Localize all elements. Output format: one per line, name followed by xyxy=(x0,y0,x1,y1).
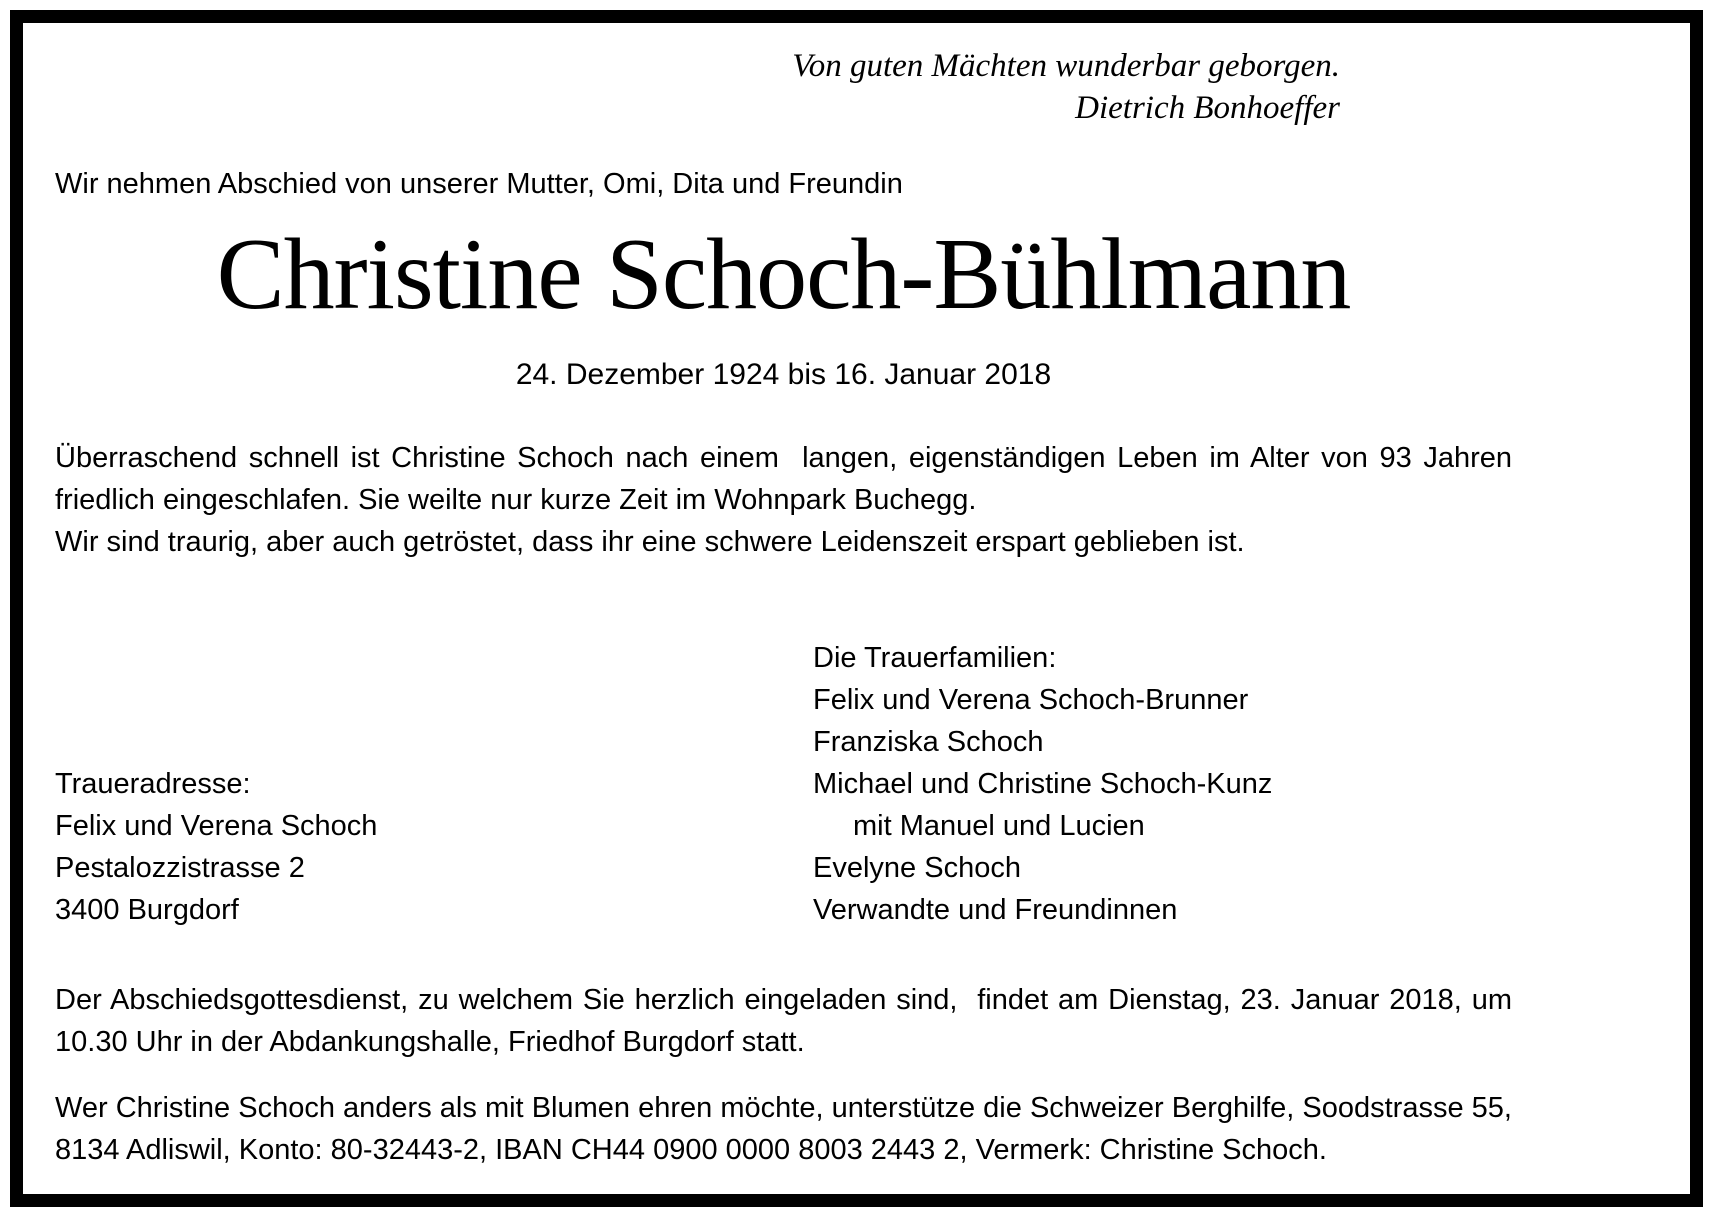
family-member: Felix und Verena Schoch-Brunner xyxy=(813,684,1249,716)
mourning-address-line: 3400 Burgdorf xyxy=(55,894,239,926)
mourning-families-label: Die Trauerfamilien: xyxy=(813,642,1057,674)
epigraph-text: Von guten Mächten wunderbar geborgen. xyxy=(792,48,1340,84)
mourning-address-label: Traueradresse: xyxy=(55,768,251,800)
announcement-intro: Wir nehmen Abschied von unserer Mutter, Omi, Dita und Freundin xyxy=(55,168,903,200)
border-frame xyxy=(10,10,1703,1207)
obituary-text xyxy=(55,437,1521,563)
family-member: Franziska Schoch xyxy=(813,726,1044,758)
service-paragraph: Der Abschiedsgottesdienst, zu welchem Sie herzlich eingeladen sind, findet am Dienstag, 23. Januar 2018, um 10.30 Uhr in der Abdankungshalle, Friedhof Burgdorf statt. xyxy=(55,984,1521,1058)
family-member: Evelyne Schoch xyxy=(813,852,1021,884)
donation-paragraph: Wer Christine Schoch anders als mit Blumen ehren möchte, unterstütze die Schweizer Berghilfe, Soodstrasse 55, 8134 Adliswil, Konto: 80-32443-2, IBAN CH44 0900 0000 8003 2443 2, Vermerk: Christine Schoch. xyxy=(55,1092,1521,1166)
mourning-address xyxy=(55,637,813,931)
mourning-address-line: Pestalozzistrasse 2 xyxy=(55,852,305,884)
obituary-paragraph: Überraschend schnell ist Christine Schoch nach einem langen, eigenständigen Leben im Alter von 93 Jahren friedlich eingeschlafen. Sie weilte nur kurze Zeit im Wohnpark Buchegg. xyxy=(55,442,1521,516)
epigraph-attribution: Dietrich Bonhoeffer xyxy=(1075,90,1340,126)
obituary-content xyxy=(23,23,1690,1194)
mourning-families xyxy=(813,637,1512,931)
family-member: Michael und Christine Schoch-Kunz xyxy=(813,768,1273,800)
family-member: Verwandte und Freundinnen xyxy=(813,894,1178,926)
family-member: mit Manuel und Lucien xyxy=(853,810,1145,842)
mourning-address-line: Felix und Verena Schoch xyxy=(55,810,378,842)
obituary-closing-line: Wir sind traurig, aber auch getröstet, dass ihr eine schwere Leidenszeit erspart geblieben ist. xyxy=(55,526,1245,558)
life-dates: 24. Dezember 1924 bis 16. Januar 2018 xyxy=(515,358,1052,391)
epigraph xyxy=(55,45,1512,129)
deceased-name: Christine Schoch-Bühlmann xyxy=(216,218,1351,331)
family-section xyxy=(55,637,1512,931)
